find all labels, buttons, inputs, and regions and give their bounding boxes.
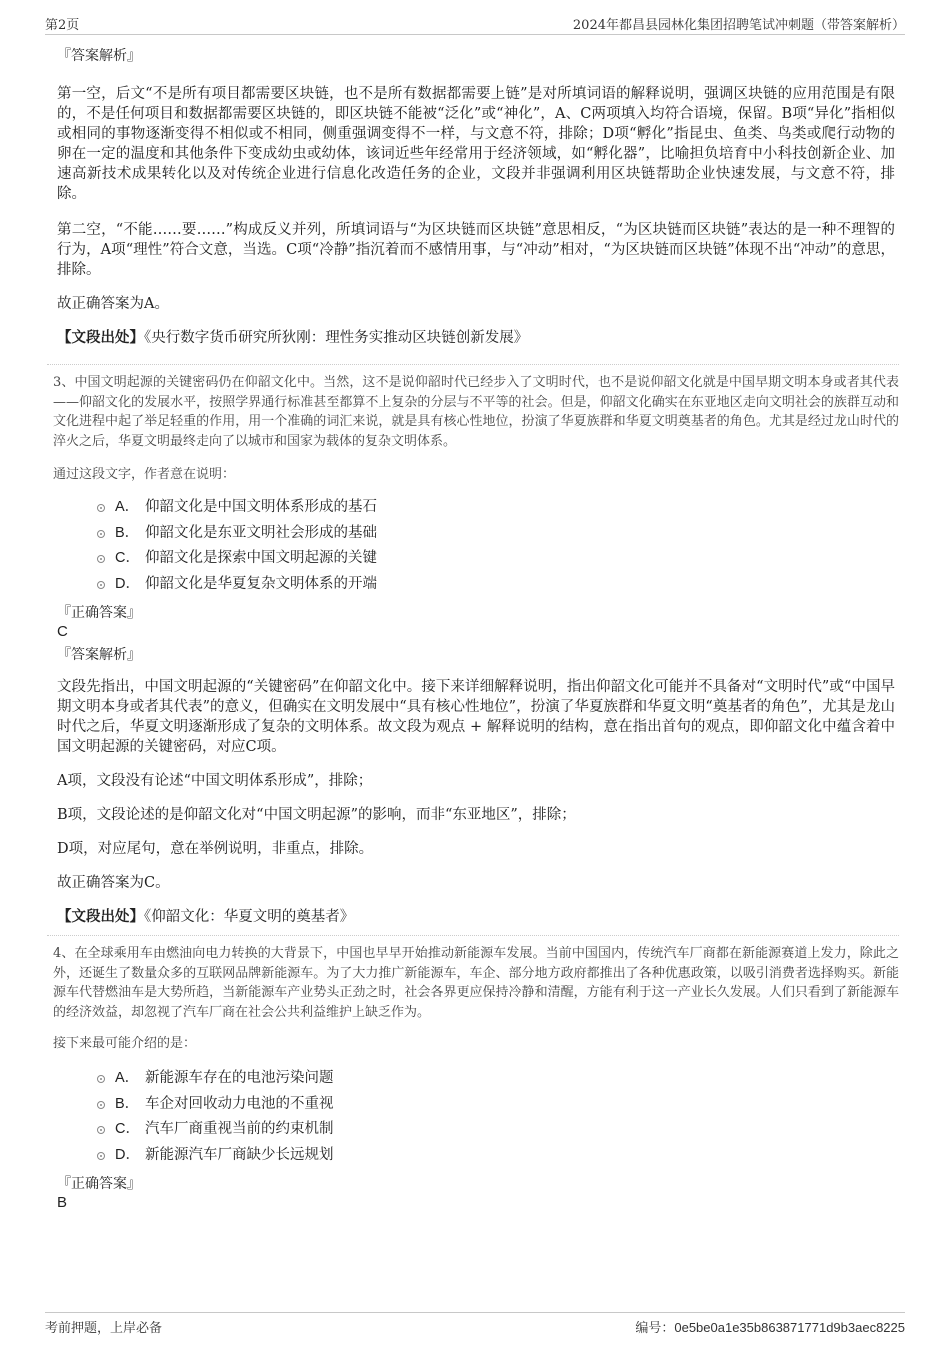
analysis-paragraph: B项，文段论述的是仰韶文化对“中国文明起源”的影响，而非“东亚地区”，排除； — [57, 807, 576, 823]
radio-icon[interactable] — [97, 581, 105, 589]
source-label: 【文段出处】 — [57, 908, 144, 925]
option-b[interactable]: B． 仰韶文化是东亚文明社会形成的基础 — [57, 521, 895, 547]
analysis-paragraph: 第二空，“不能……要……”构成反义并列，所填词语与“为区块链而区块链”意思相反，“为区块链而区块链”表达的是一种不理智的行为，A项“理性”符合文意，当选。C项“冷静”指沉着而不感情用事，与“冲动”相对，“为区块链而区块链”体现不出“冲动”的意思，排除。 — [57, 222, 895, 278]
radio-icon[interactable] — [97, 1152, 105, 1160]
document-title: 2024年都昌县园林化集团招聘笔试冲刺题（带答案解析） — [572, 18, 905, 33]
radio-icon[interactable] — [97, 1101, 105, 1109]
question-text: 4、在全球乘用车由燃油向电力转换的大背景下，中国也早早开始推动新能源车发展。当前中国国内，传统汽车厂商都在新能源赛道上发力，除此之外，还诞生了数量众多的互联网品牌新能源车。为了大力推广新能源车，车企、部分地方政府都推出了各种优惠政策，以吸引消费者选择购买。新能源车代替燃油车是大势所趋，当新能源车产业势头正劲之时，社会各界更应保持冷静和清醒，方能有利于这一产业长久发展。人们只看到了新能源车的经济效益，却忽视了汽车厂商在社会公共利益维护上缺乏作为。 — [53, 946, 899, 1020]
question-prompt: 接下来最可能介绍的是： — [53, 1036, 197, 1051]
radio-icon[interactable] — [97, 555, 105, 563]
option-a[interactable]: A． 新能源车存在的电池污染问题 — [57, 1066, 895, 1092]
correct-answer: B — [57, 1194, 68, 1211]
analysis-label: 『答案解析』 — [57, 48, 141, 64]
source-citation — [57, 328, 895, 348]
answer-options — [57, 1066, 895, 1168]
source-title: 《央行数字货币研究所狄刚：理性务实推动区块链创新发展》 — [144, 330, 529, 346]
question-3 — [53, 373, 899, 927]
source-title: 《仰韶文化：华夏文明的奠基者》 — [144, 909, 355, 925]
correct-answer-label: 『正确答案』 — [57, 605, 141, 621]
conclusion: 故正确答案为A。 — [57, 296, 169, 312]
radio-icon[interactable] — [97, 1075, 105, 1083]
source-label: 【文段出处】 — [57, 329, 144, 346]
source-citation — [57, 907, 895, 927]
radio-icon[interactable] — [97, 1126, 105, 1134]
question-divider — [47, 935, 899, 936]
question-2-analysis — [57, 46, 895, 348]
question-4 — [53, 944, 899, 1212]
option-c[interactable]: C． 汽车厂商重视当前的约束机制 — [57, 1117, 895, 1143]
document-code: 编号：0e5be0a1e35b863871771d9b3aec8225 — [635, 1320, 905, 1335]
analysis-paragraph: 文段先指出，中国文明起源的“关键密码”在仰韶文化中。接下来详细解释说明，指出仰韶文化可能并不具备对“文明时代”或“中国早期文明本身或者其代表”的意义，但确实在文明发展中“具有核心性地位”，扮演了华夏族群和华夏文明“奠基者的角色”，尤其是龙山时代之后，华夏文明逐渐形成了复杂的文明体系。故文段为观点 + 解释说明的结构，意在指出首句的观点，即仰韶文化中蕴含着中国文明起源的关键密码，对应C项。 — [57, 679, 895, 755]
option-a[interactable]: A． 仰韶文化是中国文明体系形成的基石 — [57, 495, 895, 521]
page-header — [45, 14, 905, 35]
page-number: 第2页 — [45, 18, 80, 33]
question-prompt: 通过这段文字，作者意在说明： — [53, 467, 236, 482]
option-d[interactable]: D． 仰韶文化是华夏复杂文明体系的开端 — [57, 572, 895, 598]
correct-answer-label: 『正确答案』 — [57, 1176, 141, 1192]
option-b[interactable]: B． 车企对回收动力电池的不重视 — [57, 1092, 895, 1118]
radio-icon[interactable] — [97, 504, 105, 512]
option-d[interactable]: D． 新能源汽车厂商缺少长远规划 — [57, 1143, 895, 1169]
option-c[interactable]: C． 仰韶文化是探索中国文明起源的关键 — [57, 546, 895, 572]
document-body — [53, 44, 899, 1212]
footer-note: 考前押题，上岸必备 — [45, 1321, 163, 1336]
analysis-paragraph: A项，文段没有论述“中国文明体系形成”，排除； — [57, 773, 373, 789]
page-footer — [45, 1312, 905, 1334]
analysis-paragraph: D项，对应尾句，意在举例说明，非重点，排除。 — [57, 841, 374, 857]
analysis-label: 『答案解析』 — [57, 647, 141, 663]
correct-answer: C — [57, 623, 68, 640]
question-divider — [47, 364, 899, 365]
question-text: 3、中国文明起源的关键密码仍在仰韶文化中。当然，这不是说仰韶时代已经步入了文明时代，也不是说仰韶文化就是中国早期文明本身或者其代表——仰韶文化的发展水平，按照学界通行标准甚至都算不上复杂的分层与不平等的社会。但是，仰韶文化确实在东亚地区走向文明社会的族群互动和文化进程中起了举足轻重的作用，用一个准确的词汇来说，就是具有核心性地位，扮演了华夏族群和华夏文明奠基者的角色。尤其是经过龙山时代的淬火之后，华夏文明最终走向了以城市和国家为载体的复杂文明体系。 — [53, 375, 899, 449]
radio-icon[interactable] — [97, 530, 105, 538]
answer-options — [57, 495, 895, 597]
conclusion: 故正确答案为C。 — [57, 875, 170, 891]
analysis-paragraph: 第一空，后文“不是所有项目都需要区块链，也不是所有数据都需要上链”是对所填词语的解释说明，强调区块链的应用范围是有限的，不是任何项目和数据都需要区块链的，即区块链不能被“泛化”或“神化”，A、C两项填入均符合语境，保留。B项“异化”指相似或相同的事物逐渐变得不相似或不相同，侧重强调变得不一样，与文意不符，排除；D项“孵化”指昆虫、鱼类、鸟类或爬行动物的卵在一定的温度和其他条件下变成幼虫或幼体，该词近些年经常用于经济领域，如“孵化器”，比喻担负培育中小科技创新企业、加速高新技术成果转化以及对传统企业进行信息化改造任务的企业，文段并非强调利用区块链帮助企业快速发展，与文意不符，排除。 — [57, 86, 895, 202]
